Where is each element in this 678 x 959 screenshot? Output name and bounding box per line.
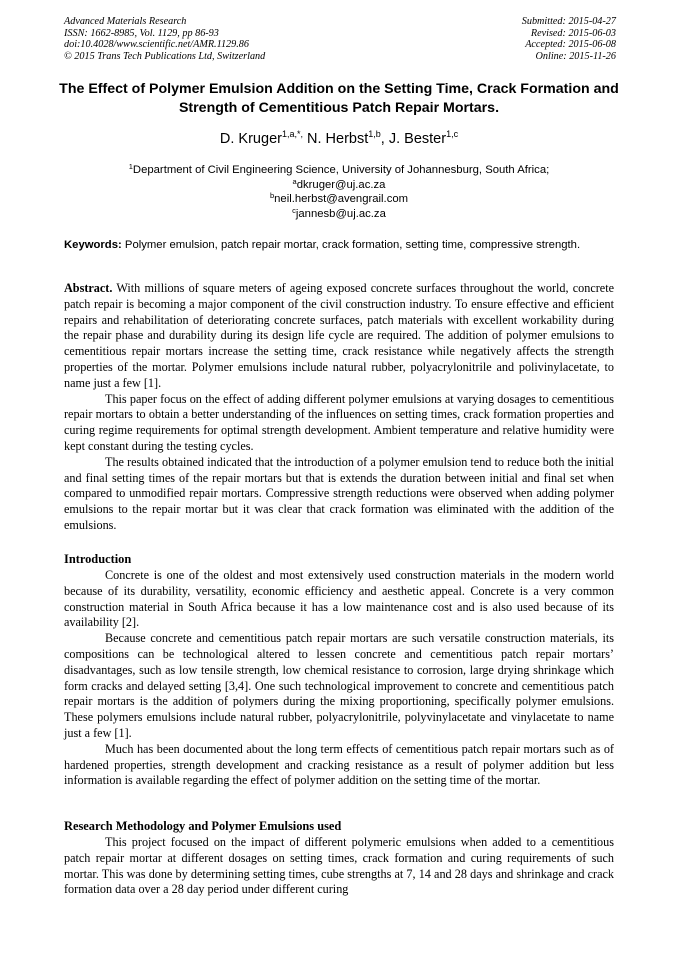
- date-accepted: Accepted: 2015-06-08: [525, 39, 616, 51]
- abstract-paragraph: [64, 281, 614, 392]
- author-name: N. Herbst: [307, 131, 369, 147]
- email-sup: c: [292, 205, 296, 215]
- publication-dates: [522, 16, 616, 62]
- journal-issn: ISSN: 1662-8985, Vol. 1129, pp 86-93: [64, 27, 219, 39]
- affiliation-line: [0, 163, 678, 178]
- methodology-paragraph: This project focused on the impact of different polymeric emulsions when added to a cementitious patch repair mortar at different dosages on setting times, crack formation and curing requirements of such mortar. This was done by determining setting times, cube strengths at 7, 14 and 28 days and shrinkage and crack formation data over a 28 day period under different curing: [64, 835, 614, 897]
- date-submitted: Submitted: 2015-04-27: [521, 16, 616, 27]
- journal-copyright: © 2015 Trans Tech Publications Ltd, Switzerland: [64, 50, 266, 62]
- author-name: J. Bester: [388, 131, 447, 147]
- abstract-paragraph: This paper focus on the effect of adding different polymer emulsions at varying dosages to cementitious repair mortars to obtain a better understanding of the influences on setting times, crack formation properties and curing regime requirements for optimal strength development. Ambient temperature and relative humidity were kept constant during the testing cycles.: [64, 391, 614, 453]
- affiliation-sup: 1: [128, 162, 133, 171]
- author-separator: ,: [380, 131, 389, 147]
- keywords-label: Keywords:: [64, 239, 122, 251]
- author-list: [0, 130, 678, 148]
- email-line: [0, 192, 678, 207]
- methodology-heading: Research Methodology and Polymer Emulsions used: [64, 819, 342, 833]
- date-online: Online: 2015-11-26: [535, 50, 616, 62]
- introduction-paragraph: Concrete is one of the oldest and most extensively used construction materials in the modern world because of its durability, versatility, economic efficiency and aesthetic appeal. Concrete is a very common construction material in South Africa because it has a low maintenance cost and is also used because of its availability [2].: [64, 568, 614, 630]
- author-sup: 1,a,*,: [281, 129, 303, 139]
- email-sup: b: [269, 191, 275, 201]
- author-sup: 1,c: [446, 129, 459, 139]
- email-line: [0, 178, 678, 193]
- affiliations: [0, 163, 678, 221]
- introduction-heading: Introduction: [64, 552, 132, 566]
- abstract-paragraph: The results obtained indicated that the introduction of a polymer emulsion tend to reduce both the initial and final setting times of the repair mortars but that is extends the duration between initial and final set when compared to unmodified repair mortars. Compressive strength reductions were observed when adding polymer emulsions to the repair mortar but it was clear that crack formation was eliminated with the addition of the emulsions.: [64, 454, 614, 532]
- journal-name: Advanced Materials Research: [64, 16, 187, 27]
- email-address[interactable]: jannesb@uj.ac.za: [295, 207, 386, 220]
- methodology-section: [64, 835, 614, 898]
- date-revised: Revised: 2015-06-03: [530, 27, 616, 39]
- abstract-label: Abstract.: [64, 281, 113, 295]
- introduction-section: [64, 568, 614, 789]
- author-sup: 1,b: [368, 129, 381, 139]
- paper-title: The Effect of Polymer Emulsion Addition on the Setting Time, Crack Formation and Strength of Cementitious Patch Repair Mortars.: [59, 81, 619, 116]
- email-address[interactable]: dkruger@uj.ac.za: [296, 178, 386, 191]
- email-sup: a: [292, 176, 297, 186]
- keywords-section: [64, 238, 614, 254]
- abstract-section: [64, 281, 614, 534]
- abstract-text: With millions of square meters of ageing exposed concrete surfaces throughout the world, concrete patch repair is becoming a major component of the civil construction industry. To ensure effective and efficient repairs and rehabilitation of deteriorating concrete surfaces, patch materials with excellent workability during the repair phase and durability during its design life cycle are required. The addition of polymer emulsions to cementitious repair mortars increase the setting time, crack resistance while negatively affects the strength properties of the mortar. Polymer emulsions include natural rubber, polyacrylonitrile and polivinylacetate, to name just a few [1].: [64, 281, 614, 390]
- author-name: D. Kruger: [219, 131, 282, 147]
- email-line: [0, 207, 678, 222]
- email-address[interactable]: neil.herbst@avengrail.com: [274, 193, 409, 206]
- keywords-text: Polymer emulsion, patch repair mortar, crack formation, setting time, compressive strength.: [124, 239, 581, 251]
- journal-doi[interactable]: doi:10.4028/www.scientific.net/AMR.1129.86: [64, 39, 249, 51]
- introduction-paragraph: Because concrete and cementitious patch repair mortars are such versatile construction materials, its compositions can be technological altered to lessen concrete and cementitious patch repair mortars’ disadvantages, such as low tensile strength, low chemical resistance to corrosion, large drying shrinkage which form cracks and delayed setting [3,4]. One such technological improvement to concrete and cementitious patch repair mortars is the addition of polymers during the mixing proportioning, specifically polymer emulsions. These polymers emulsions include natural rubber, polyacrylonitrile, polyvinylacetate and vinylacetate to name just a few [1].: [64, 631, 614, 740]
- journal-info: [64, 16, 265, 62]
- introduction-paragraph: Much has been documented about the long term effects of cementitious patch repair mortars such as of hardened properties, strength development and cracking resistance as a result of polymer addition but less information is available regarding the effect of polymer addition on the setting time of the mortar.: [64, 741, 614, 788]
- affiliation-text: Department of Civil Engineering Science, University of Johannesburg, South Africa;: [132, 164, 550, 176]
